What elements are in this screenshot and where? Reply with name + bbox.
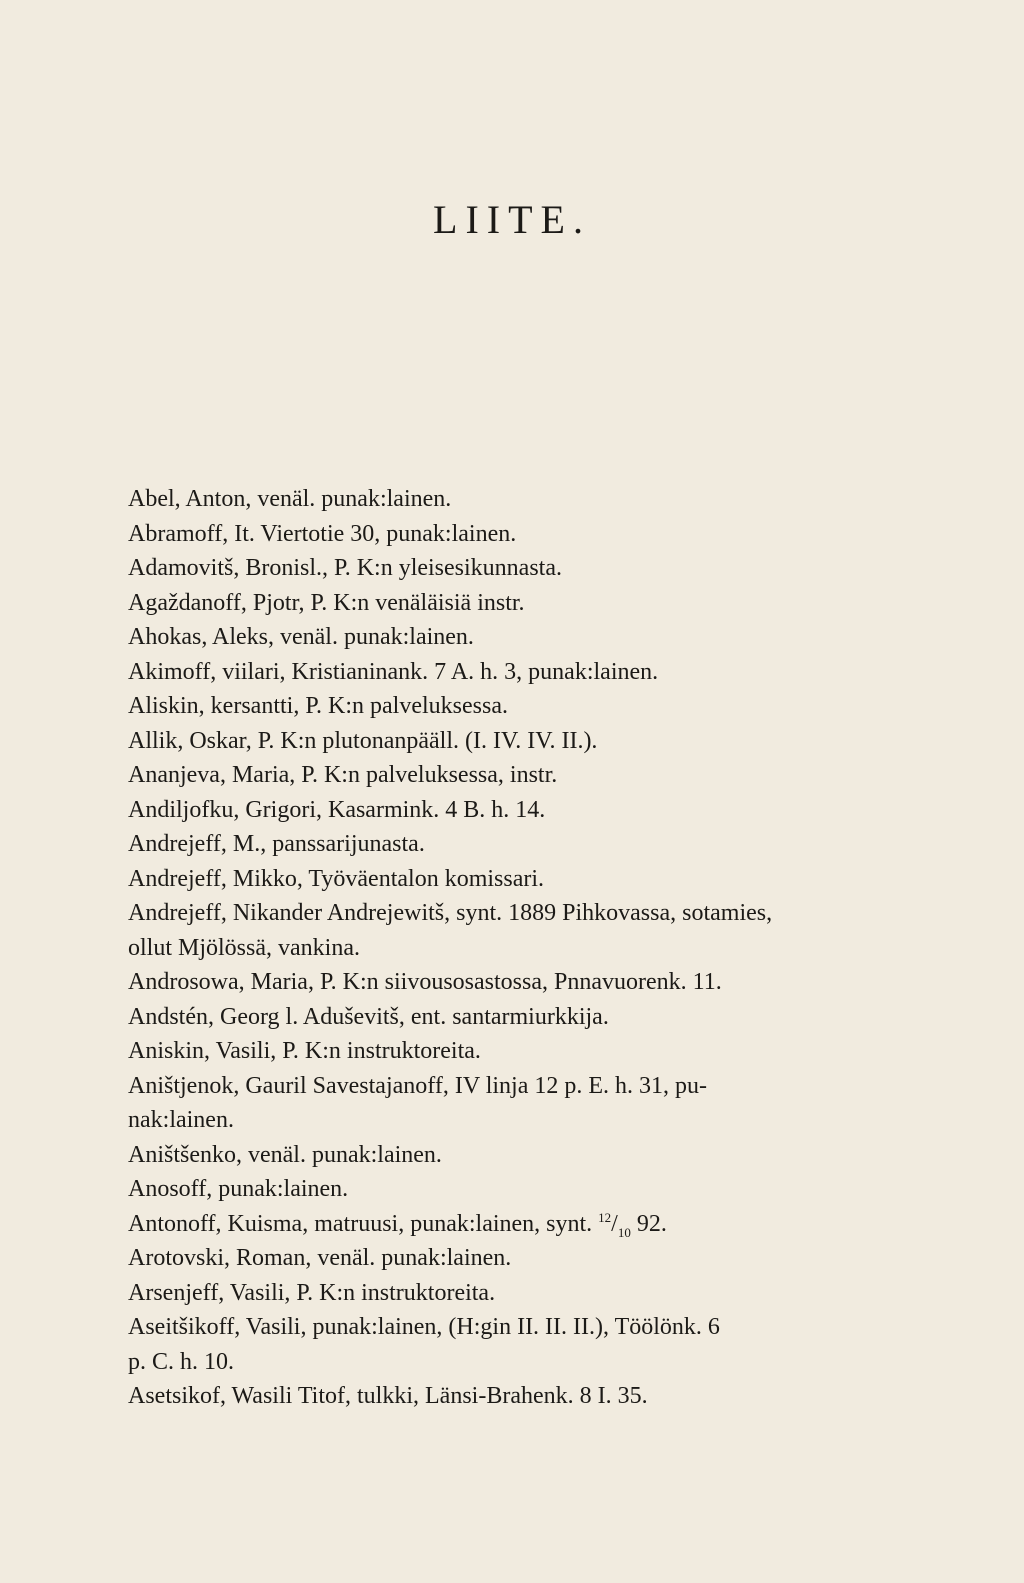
entry-text: Arsenjeff, Vasili, P. K:n instruktoreita. xyxy=(128,1279,496,1306)
list-item xyxy=(128,1000,892,1035)
list-item xyxy=(128,827,892,862)
entry-text: Arotovski, Roman, venäl. punak:lainen. xyxy=(128,1245,512,1271)
entry-list xyxy=(128,482,892,1414)
list-item xyxy=(128,1172,892,1207)
entry-text: Aniskin, Vasili, P. K:n instruktoreita. xyxy=(128,1038,481,1064)
date-month-subscript: 10 xyxy=(617,1224,631,1240)
entry-text: Ananjeva, Maria, P. K:n palveluksessa, instr. xyxy=(128,762,558,788)
list-item xyxy=(128,724,892,759)
list-item xyxy=(128,1207,892,1242)
entry-text: Ahokas, Aleks, venäl. punak:lainen. xyxy=(128,624,474,650)
entry-text: Asetsikof, Wasili Titof, tulkki, Länsi-Brahenk. 8 I. 35. xyxy=(128,1383,648,1409)
entry-continuation: ollut Mjölössä, vankina. xyxy=(128,934,360,961)
entry-text: Antonoff, Kuisma, matruusi, punak:lainen, synt. xyxy=(128,1210,599,1237)
entry-text: Agaždanoff, Pjotr, P. K:n venäläisiä instr. xyxy=(128,589,525,616)
list-item xyxy=(128,586,892,621)
entry-text: Aništjenok, Gauril Savestajanoff, IV linja 12 p. E. h. 31, pu- xyxy=(128,1072,708,1099)
list-item xyxy=(128,1034,892,1069)
entry-text: Andstén, Georg l. Aduševitš, ent. santarmiurkkija. xyxy=(128,1003,609,1030)
entry-text: Andrejeff, Mikko, Työväentalon komissari. xyxy=(128,865,545,892)
date-day-superscript: 12 xyxy=(598,1209,612,1225)
list-item xyxy=(128,1241,892,1276)
entry-text: Andrejeff, Nikander Andrejewitš, synt. 1889 Pihkovassa, sotamies, xyxy=(128,900,773,926)
list-item xyxy=(128,620,892,655)
entry-text: Abramoff, It. Viertotie 30, punak:lainen. xyxy=(128,520,517,547)
list-item xyxy=(128,1310,892,1379)
list-item xyxy=(128,517,892,552)
entry-text: Aliskin, kersantti, P. K:n palveluksessa. xyxy=(128,693,508,719)
list-item xyxy=(128,862,892,897)
entry-text: Akimoff, viilari, Kristianinank. 7 A. h. 3, punak:lainen. xyxy=(128,658,659,685)
entry-text: Adamovitš, Bronisl., P. K:n yleisesikunnasta. xyxy=(128,555,562,581)
entry-text-after: 92. xyxy=(630,1210,667,1237)
list-item xyxy=(128,1379,892,1414)
entry-text: Aništšenko, venäl. punak:lainen. xyxy=(128,1141,442,1168)
list-item xyxy=(128,689,892,724)
entry-continuation: p. C. h. 10. xyxy=(128,1348,235,1375)
entry-text: Androsowa, Maria, P. K:n siivousosastossa, Pnnavuorenk. 11. xyxy=(128,969,722,995)
list-item xyxy=(128,793,892,828)
list-item xyxy=(128,1069,892,1138)
entry-text: Anosoff, punak:lainen. xyxy=(128,1176,349,1202)
entry-continuation: nak:lainen. xyxy=(128,1107,234,1133)
list-item xyxy=(128,758,892,793)
list-item xyxy=(128,551,892,586)
entry-text: Andiljofku, Grigori, Kasarmink. 4 B. h. 14. xyxy=(128,796,546,823)
list-item xyxy=(128,655,892,690)
page-title: LIITE. xyxy=(433,197,591,242)
list-item xyxy=(128,965,892,1000)
entry-text: Andrejeff, M., panssarijunasta. xyxy=(128,831,425,857)
list-item xyxy=(128,1276,892,1311)
date-slash: / xyxy=(611,1210,618,1237)
list-item xyxy=(128,1138,892,1173)
list-item xyxy=(128,482,892,517)
entry-text: Allik, Oskar, P. K:n plutonanpääll. (I. IV. IV. II.). xyxy=(128,727,598,754)
entry-text: Aseitšikoff, Vasili, punak:lainen, (H:gin II. II. II.), Töölönk. 6 xyxy=(128,1314,720,1340)
list-item xyxy=(128,896,892,965)
entry-text: Abel, Anton, venäl. punak:lainen. xyxy=(128,486,452,512)
